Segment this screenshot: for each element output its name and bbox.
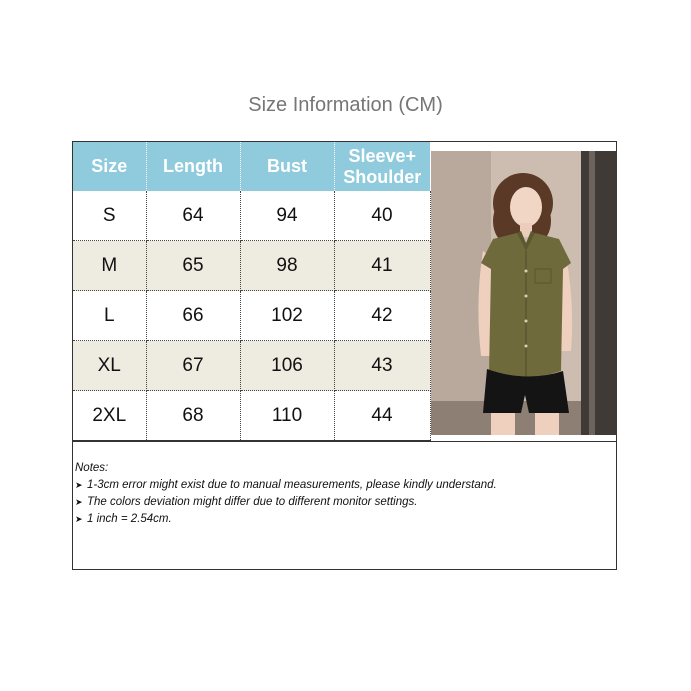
cell-size: 2XL: [73, 391, 146, 441]
pointer-arrow-icon: ➤: [75, 497, 83, 507]
header-sleeve-shoulder-text: Sleeve+ Shoulder: [343, 145, 422, 187]
divider: [73, 441, 616, 442]
note-text: 1 inch = 2.54cm.: [87, 513, 172, 525]
table-row: [73, 391, 430, 441]
model-photo: [431, 151, 617, 435]
cell-bust: 110: [240, 391, 334, 441]
note-item: [75, 511, 497, 528]
table-row: [73, 241, 430, 291]
cell-bust: 98: [240, 241, 334, 291]
cell-length: 64: [146, 191, 240, 241]
note-item: [75, 477, 497, 494]
cell-length: 68: [146, 391, 240, 441]
note-item: [75, 494, 497, 511]
cell-sleeve-shoulder: 42: [334, 291, 430, 341]
page-title: Size Information (CM): [248, 94, 443, 116]
table-row: [73, 191, 430, 241]
header-row: [73, 142, 430, 191]
cell-size: M: [73, 241, 146, 291]
cell-sleeve-shoulder: 43: [334, 341, 430, 391]
notes-heading: Notes:: [75, 462, 109, 474]
cell-length: 67: [146, 341, 240, 391]
pointer-arrow-icon: ➤: [75, 480, 83, 490]
cell-sleeve-shoulder: 41: [334, 241, 430, 291]
table-row: [73, 291, 430, 341]
size-table: [73, 142, 431, 441]
pointer-arrow-icon: ➤: [75, 514, 83, 524]
model-illustration: [431, 151, 617, 435]
cell-bust: 94: [240, 191, 334, 241]
note-text: The colors deviation might differ due to different monitor settings.: [87, 496, 418, 508]
notes-section: [75, 460, 497, 528]
cell-size: S: [73, 191, 146, 241]
cell-sleeve-shoulder: 44: [334, 391, 430, 441]
cell-bust: 106: [240, 341, 334, 391]
cell-size: L: [73, 291, 146, 341]
size-chart-panel: [72, 141, 617, 570]
cell-size: XL: [73, 341, 146, 391]
cell-bust: 102: [240, 291, 334, 341]
table-row: [73, 341, 430, 391]
header-sleeve-shoulder: [334, 142, 430, 191]
cell-sleeve-shoulder: 40: [334, 191, 430, 241]
header-length: Length: [146, 142, 240, 191]
cell-length: 65: [146, 241, 240, 291]
header-size: Size: [73, 142, 146, 191]
cell-length: 66: [146, 291, 240, 341]
header-bust: Bust: [240, 142, 334, 191]
note-text: 1-3cm error might exist due to manual measurements, please kindly understand.: [87, 479, 497, 491]
